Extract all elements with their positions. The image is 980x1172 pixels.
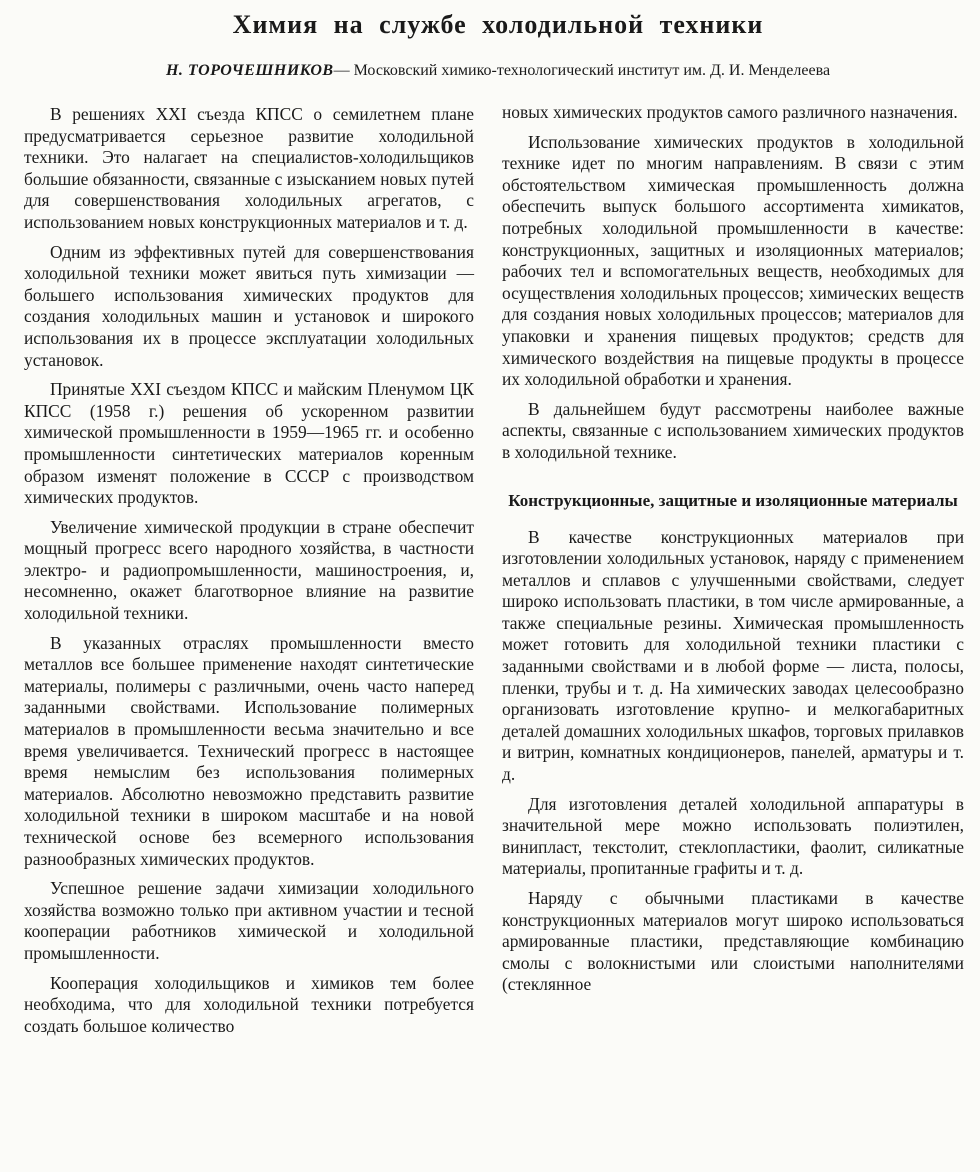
left-column (24, 104, 474, 1045)
article-body (24, 104, 972, 1045)
author-affiliation: — Московский химико-технологический институт им. Д. И. Менделеева (333, 62, 831, 79)
paragraph: Успешное решение задачи химизации холодильного хозяйства возможно только при активном участии и тесной кооперации работников химической и холодильной промышленности. (24, 878, 474, 963)
paragraph: В указанных отраслях промышленности вместо металлов все большее применение находят синтетические материалы, полимеры с различными, очень часто наперед заданными свойствами. Использование полимерных материалов в промышленности весьма значительно и все время увеличивается. Технический прогресс в настоящее время немыслим без использования полимерных материалов. Абсолютно невозможно представить развитие холодильной техники в широком масштабе и на новой технической основе без всемерного использования разнообразных химических продуктов. (24, 632, 474, 869)
article-title: Химия на службе холодильной техники (232, 10, 764, 39)
author-name: Н. ТОРОЧЕШНИКОВ (165, 62, 334, 79)
paragraph: Принятые XXI съездом КПСС и майским Пленумом ЦК КПСС (1958 г.) решения об ускоренном развитии химической промышленности в 1959—1965 гг. и особенно промышленности синтетических материалов коренным образом изменят положение в СССР с производством химических продуктов. (24, 379, 474, 508)
paragraph: Увеличение химической продукции в стране обеспечит мощный прогресс всего народного хозяйства, в частности электро- и радиопромышленности, машиностроения, и, несомненно, окажет благотворное влияние на развитие холодильной техники. (24, 516, 474, 624)
paragraph-continuation: новых химических продуктов самого различного назначения. (502, 102, 958, 122)
paragraph: Наряду с обычными пластиками в качестве конструкционных материалов могут широко использоваться армированные пластики, представляющие комбинацию смолы с волокнистыми или слоистыми наполнителями (стеклянное (502, 888, 964, 995)
paragraph: В решениях XXI съезда КПСС о семилетнем плане предусматривается серьезное развитие холодильной техники. Это налагает на специалистов-холодильщиков большие обязанности, связанные с изысканием новых путей для совершенствования холодильных агрегатов, с использованием новых конструкционных материалов и т. д. (24, 104, 474, 232)
paragraph: Кооперация холодильщиков и химиков тем более необходима, что для холодильной техники потребуется создать большое количество (24, 972, 474, 1036)
section-heading: Конструкционные, защитные и изоляционные материалы (508, 490, 958, 510)
byline (24, 60, 972, 82)
right-column (502, 102, 964, 1045)
paragraph: Одним из эффективных путей для совершенствования холодильной техники может явиться путь химизации — большего использования химических продуктов для создания холодильных машин и установок и широкого использования их в процессе эксплуатации холодильных установок. (24, 241, 474, 370)
paragraph: В качестве конструкционных материалов при изготовлении холодильных установок, наряду с применением металлов и сплавов с улучшенными свойствами, следует широко использовать пластики, в том числе армированные, а также специальные резины. Химическая промышленность может готовить для холодильной техники пластики с заданными свойствами и в любой форме — листа, полосы, пленки, трубы и т. д. На химических заводах целесообразно организовать изготовление крупно- и мелкогабаритных деталей домашних холодильных шкафов, торговых прилавков и витрин, комнатных кондиционеров, панелей, арматуры и т. д. (502, 526, 964, 785)
paragraph: В дальнейшем будут рассмотрены наиболее важные аспекты, связанные с использованием химических продуктов в холодильной технике. (502, 398, 964, 462)
paragraph: Использование химических продуктов в холодильной технике идет по многим направлениям. В связи с этим обстоятельством химическая промышленность должна обеспечить выпуск большого ассортимента химикатов, потребных холодильной промышленности в качестве: конструкционных, защитных и изоляционных материалов; рабочих тел и вспомогательных веществ, необходимых для осуществления холодильных процессов; химических веществ для создания новых холодильных процессов; материалов для упаковки и хранения пищевых продуктов; средств для химического воздействия на пищевые продукты в процессе их холодильной обработки и хранения. (502, 131, 964, 390)
paragraph: Для изготовления деталей холодильной аппаратуры в значительной мере можно использовать полиэтилен, винипласт, текстолит, стеклопластики, фаолит, силикатные материалы, пропитанные графиты и т. д. (502, 793, 964, 879)
